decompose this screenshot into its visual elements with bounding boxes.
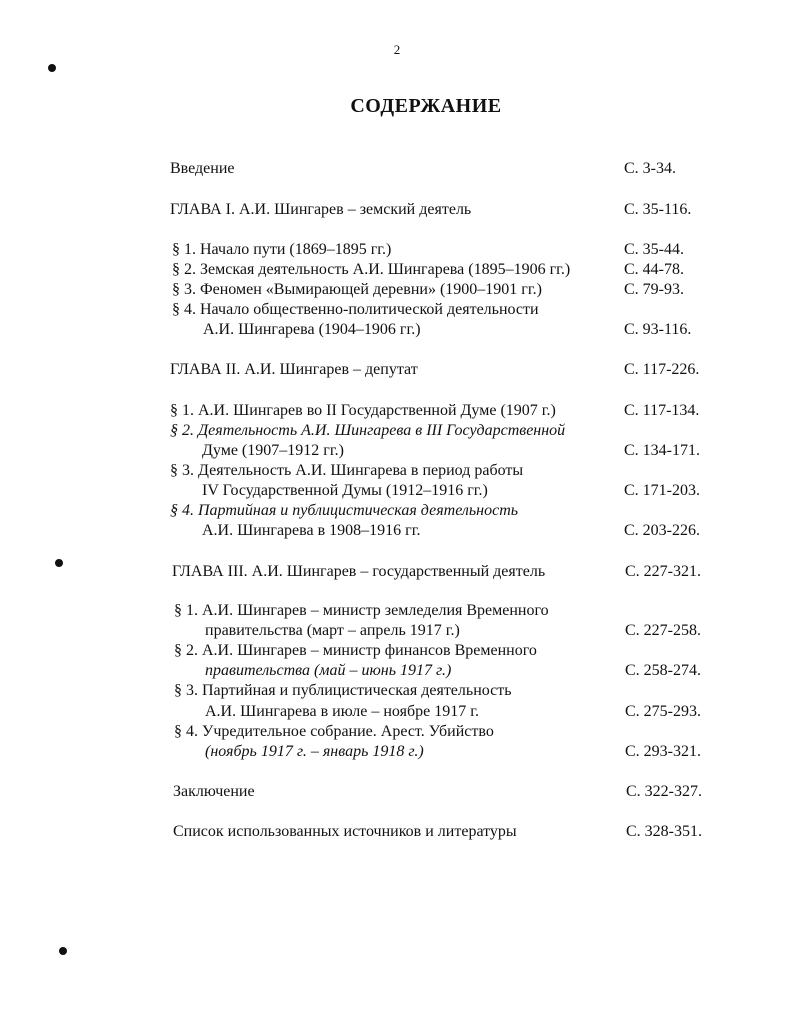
toc-section-2-3-line1: § 3. Деятельность А.И. Шингарева в период работы [170, 462, 524, 479]
toc-entry-sources: Список использованных источников и литературы [173, 823, 517, 840]
toc-section-3-3-line1: § 3. Партийная и публицистическая деятельность [174, 682, 512, 699]
toc-section-3-4-line2: (ноябрь 1917 г. – январь 1918 г.) [205, 743, 424, 760]
toc-page-section-1-4: С. 93-116. [624, 321, 692, 338]
toc-section-1-3: § 3. Феномен «Вымирающей деревни» (1900–1901 гг.) [172, 281, 542, 298]
toc-section-1-2: § 2. Земская деятельность А.И. Шингарева (1895–1906 гг.) [172, 261, 571, 278]
toc-page-section-3-2: С. 258-274. [625, 662, 701, 679]
toc-page-sources: С. 328-351. [626, 823, 702, 840]
page-number: 2 [393, 42, 401, 57]
toc-page-section-1-1: С. 35-44. [624, 241, 684, 258]
toc-page-conclusion: С. 322-327. [626, 783, 702, 800]
toc-section-2-4-line1: § 4. Партийная и публицистическая деятельность [170, 502, 519, 519]
toc-page-section-1-2: С. 44-78. [624, 261, 684, 278]
toc-section-3-2-line1: § 2. А.И. Шингарев – министр финансов Временного [174, 642, 537, 659]
punch-mark-bottom [59, 947, 67, 955]
toc-section-3-2-line2: правительства (май – июнь 1917 г.) [205, 662, 452, 679]
toc-page-section-2-4: С. 203-226. [624, 522, 700, 539]
toc-page-section-2-3: С. 171-203. [624, 482, 700, 499]
toc-page-section-3-1: С. 227-258. [625, 622, 701, 639]
toc-page-chapter-3: С. 227-321. [625, 563, 701, 580]
toc-section-3-1-line2: правительства (март – апрель 1917 г.) [205, 622, 460, 639]
toc-page-chapter-1: С. 35-116. [624, 201, 692, 218]
toc-entry-conclusion: Заключение [173, 783, 255, 800]
toc-section-2-2-line1: § 2. Деятельность А.И. Шингарева в III Государственной [170, 422, 566, 439]
toc-section-2-3-line2: IV Государственной Думы (1912–1916 гг.) [202, 482, 488, 499]
punch-mark-top [48, 64, 56, 72]
toc-section-3-1-line1: § 1. А.И. Шингарев – министр земледелия Временного [174, 602, 549, 619]
toc-section-1-4-line1: § 4. Начало общественно-политической деятельности [172, 301, 539, 318]
punch-mark-middle [55, 559, 63, 567]
toc-page-section-1-3: С. 79-93. [624, 281, 684, 298]
toc-section-1-4-line2: А.И. Шингарева (1904–1906 гг.) [203, 321, 421, 338]
toc-chapter-1: ГЛАВА I. А.И. Шингарев – земский деятель [170, 201, 472, 218]
toc-page-section-2-2: С. 134-171. [624, 442, 700, 459]
page-title: СОДЕРЖАНИЕ [350, 95, 502, 117]
toc-page-section-2-1: С. 117-134. [624, 402, 700, 419]
toc-entry-intro: Введение [170, 160, 235, 177]
toc-section-2-1: § 1. А.И. Шингарев во II Государственной Думе (1907 г.) [170, 402, 556, 419]
toc-page-section-3-4: С. 293-321. [625, 743, 701, 760]
toc-chapter-3: ГЛАВА III. А.И. Шингарев – государственный деятель [172, 563, 546, 580]
toc-page-section-3-3: С. 275-293. [625, 703, 701, 720]
toc-page-chapter-2: С. 117-226. [624, 361, 700, 378]
toc-page-intro: С. 3-34. [624, 160, 676, 177]
toc-chapter-2: ГЛАВА II. А.И. Шингарев – депутат [170, 361, 418, 378]
toc-section-1-1: § 1. Начало пути (1869–1895 гг.) [172, 241, 392, 258]
toc-section-3-4-line1: § 4. Учредительное собрание. Арест. Убийство [174, 723, 494, 740]
toc-section-2-2-line2: Думе (1907–1912 гг.) [202, 442, 344, 459]
toc-section-2-4-line2: А.И. Шингарева в 1908–1916 гг. [202, 522, 421, 539]
toc-section-3-3-line2: А.И. Шингарева в июле – ноябре 1917 г. [205, 703, 479, 720]
